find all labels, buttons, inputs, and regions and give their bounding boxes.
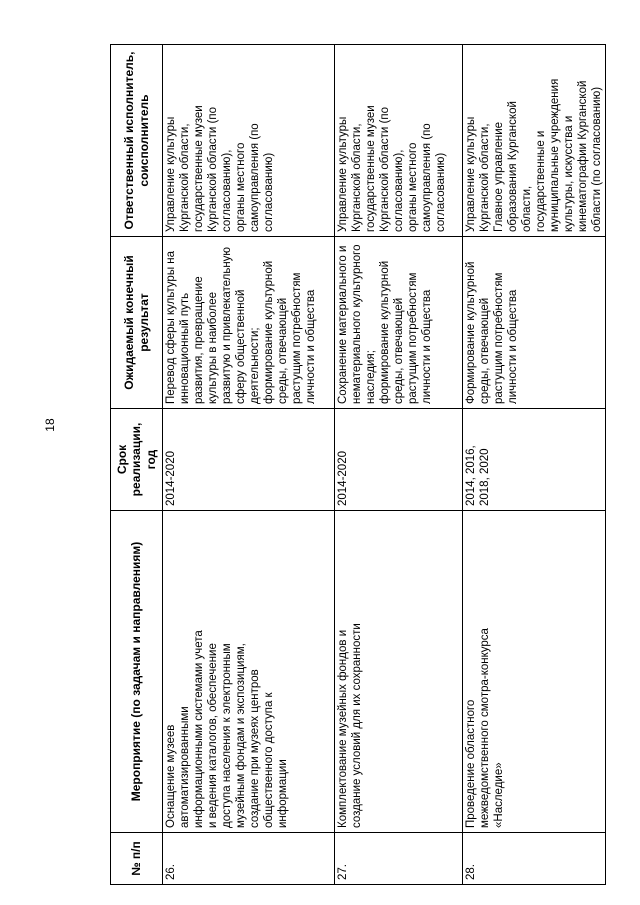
page-number: 18 (43, 418, 57, 432)
row-result: Перевод сферы культуры на инновационный путь развития, превращение культуры в наиболее развитую и привлекательную сферу общественной деятельности; формирование культурной среды, отвечающей растущим потребностям личности и общества (163, 237, 335, 409)
row-period: 2014-2020 (163, 409, 335, 511)
header-result: Ожидаемый конечный результат (111, 237, 163, 409)
row-period: 2014, 2016, 2018, 2020 (463, 409, 606, 511)
row-event: Оснащение музеев автоматизированными информационными системами учета и ведения каталогов, обеспечение доступа населения к электронным музейным фондам и экспозициям, создание при музеях центров общественного доступа к информации (163, 511, 335, 833)
header-event: Мероприятие (по задачам и направлениям) (111, 511, 163, 833)
rotated-page-content (110, 45, 603, 885)
row-result: Формирование культурной среды, отвечающей растущим потребностям личности и общества (463, 237, 606, 409)
row-responsible: Управление культуры Курганской области, государственные музеи Курганской области (по согласованию), органы местного самоуправления (по согласованию) (163, 45, 335, 237)
row-responsible: Управление культуры Курганской области, Главное управление образования Курганской области, государственные и муниципальные учреждения культуры, искусства и кинематографии Курганской области (по согласованию) (463, 45, 606, 237)
table-row (163, 45, 335, 885)
row-event: Комплектование музейных фондов и создание условий для их сохранности (335, 511, 463, 833)
header-num: № п/п (111, 833, 163, 885)
table-row (463, 45, 606, 885)
table-header-row (111, 45, 163, 885)
row-num: 27. (335, 833, 463, 885)
events-table (110, 44, 606, 885)
row-result: Сохранение материального и нематериального культурного наследия; формирование культурной среды, отвечающей растущим потребностям личности и общества (335, 237, 463, 409)
table-row (335, 45, 463, 885)
row-num: 28. (463, 833, 606, 885)
row-responsible: Управление культуры Курганской области, государственные музеи Курганской области (по согласованию), органы местного самоуправления (по согласованию) (335, 45, 463, 237)
header-period: Срок реализации, год (111, 409, 163, 511)
header-responsible: Ответственный исполнитель, соисполнитель (111, 45, 163, 237)
row-num: 26. (163, 833, 335, 885)
row-period: 2014-2020 (335, 409, 463, 511)
row-event: Проведение областного межведомственного смотра-конкурса «Наследие» (463, 511, 606, 833)
